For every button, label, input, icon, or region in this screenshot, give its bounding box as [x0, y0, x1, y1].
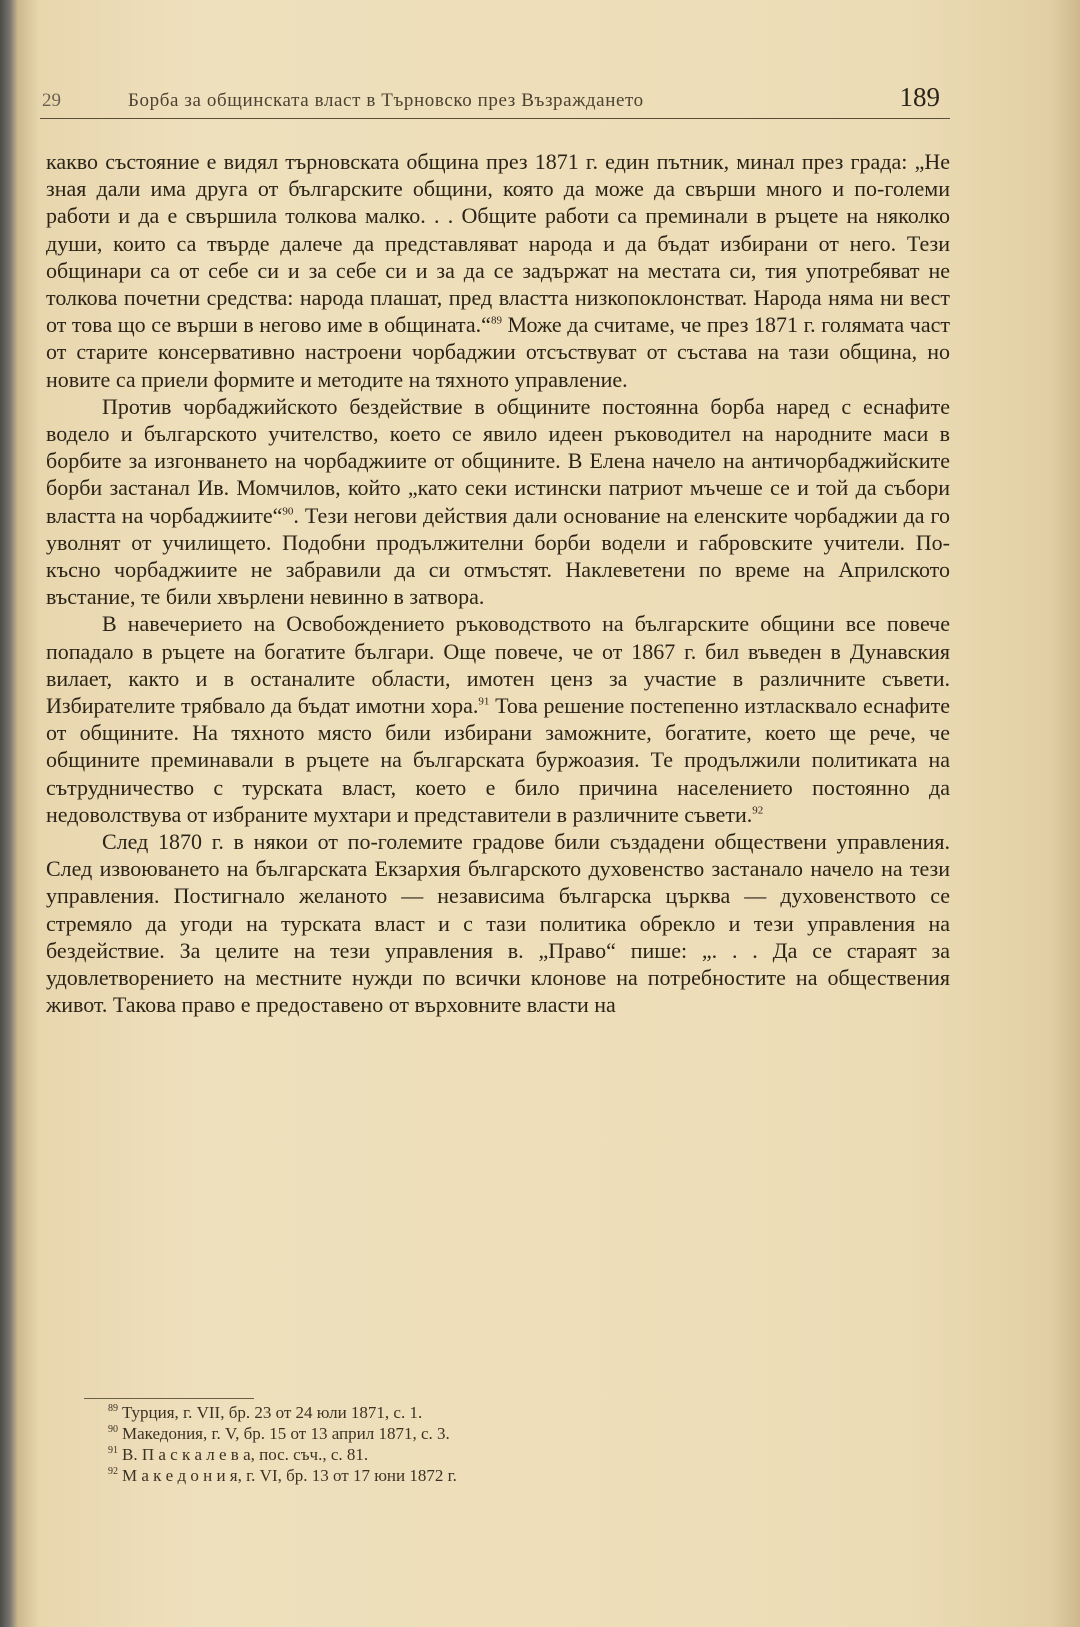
footnote-text: Турция, г. VII, бр. 23 от 24 юли 1871, с. 1.	[122, 1403, 423, 1422]
footnote-ref-92: 92	[752, 804, 764, 817]
footnotes	[108, 1402, 908, 1486]
footnote-92	[108, 1465, 908, 1486]
paragraph-1-text: какво състояние е видял търновската община през 1871 г. един пътник, минал през града: „Не зная дали има друга от българските общини, която да може да свърши много и по-големи работи и да е свършила толкова малко. . . Общите работи са преминали в ръцете на няколко души, които са твърде далече да представляват народа и да бъдат избирани от него. Тези общинари са от себе си и за себе си и за да се задържат на местата си, тия употребяват не толкова почетни средства: народа плашат, пред властта низкопоклонстват. Народа няма ни вест от това що се върши в негово име в общината.“	[46, 149, 950, 338]
page-header	[40, 78, 950, 119]
footnote-text: В. П а с к а л е в а, пос. съч., с. 81.	[122, 1445, 369, 1464]
footnote-number: 90	[108, 1424, 118, 1436]
footnote-number: 92	[108, 1466, 118, 1478]
paragraph-1-rest: Може да считаме, че през 1871 г. голямата част от старите консервативно настроени чорбаджии отсъствуват от състава на тази община, но новите са приели формите и методите на тяхното управление.	[46, 312, 950, 392]
footnote-91	[108, 1444, 908, 1465]
footnote-number: 89	[108, 1403, 118, 1415]
header-left-number: 29	[42, 90, 61, 111]
body-text	[46, 148, 950, 1019]
footnote-text: Македония, г. V, бр. 15 от 13 април 1871, с. 3.	[122, 1424, 450, 1443]
footnote-90	[108, 1423, 908, 1444]
paragraph-3	[46, 610, 950, 828]
paragraph-1	[46, 148, 950, 393]
paragraph-4: След 1870 г. в някои от по-големите градове били създадени обществени управления. След извоюването на българската Екзархия българското духовенство застанало начело на тези управления. Постигнало желаното — независима българска църква — духовенството се стремяло да угоди на турската власт и с тази политика обрекло и тези управления на бездействие. За целите на тези управления в. „Право“ пише: „. . . Да се стараят за удовлетворението на местните нужди по всички клонове на потребностите на обществения живот. Такова право е предоставено от върховните власти на	[46, 829, 950, 1018]
footnote-divider	[84, 1398, 254, 1399]
footnote-ref-90: 90	[282, 505, 294, 518]
paragraph-2-rest: . Тези негови действия дали основание на еленските чорбаджии да го уволнят от училището. Подобни продължителни борби водели и габровските учители. По-късно чорбаджиите не забравили да си отмъстят. Наклеветени по време на Априлското въстание, те били хвърлени невинно в затвора.	[46, 502, 950, 610]
page-number: 189	[899, 82, 940, 112]
footnote-ref-89: 89	[490, 314, 502, 327]
footnote-ref-91: 91	[478, 695, 490, 708]
footnote-89	[108, 1402, 908, 1423]
running-title: Борба за общинската власт в Търновско през Възраждането	[128, 90, 644, 111]
footnote-text: М а к е д о н и я, г. VI, бр. 13 от 17 юни 1872 г.	[122, 1466, 457, 1485]
paragraph-3-rest: Това решение постепенно изтласквало еснафите от общините. На тяхното място били избирани заможните, богатите, което ще рече, че общините преминавали в ръцете на българската буржоазия. Те продължили политиката на сътрудничество с турската власт, което е било причина населението постоянно да недоволствува от избраните мухтари и представители в различните съвети.	[46, 693, 950, 827]
paragraph-2-text: Против чорбаджийското бездействие в общините постоянна борба наред с еснафите водело и българското учителство, което се явило идеен ръководител на народните маси в борбите за изгонването на чорбаджиите от общините. В Елена начело на античорбаджийските борби застанал Ив. Момчилов, който „като секи истински патриот мъчеше се и той да събори властта на чорбаджиите“	[46, 393, 950, 528]
footnote-number: 91	[108, 1445, 118, 1457]
paragraph-3-text: В навечерието на Освобождението ръководството на българските общини все повече попадало в ръцете на богатите българи. Още повече, че от 1867 г. бил въведен в Дунавския вилает, както и в останалите области, имотен ценз за участие в различните съвети. Избирателите трябвало да бъдат имотни хора.	[46, 611, 950, 719]
paragraph-2	[46, 393, 950, 611]
